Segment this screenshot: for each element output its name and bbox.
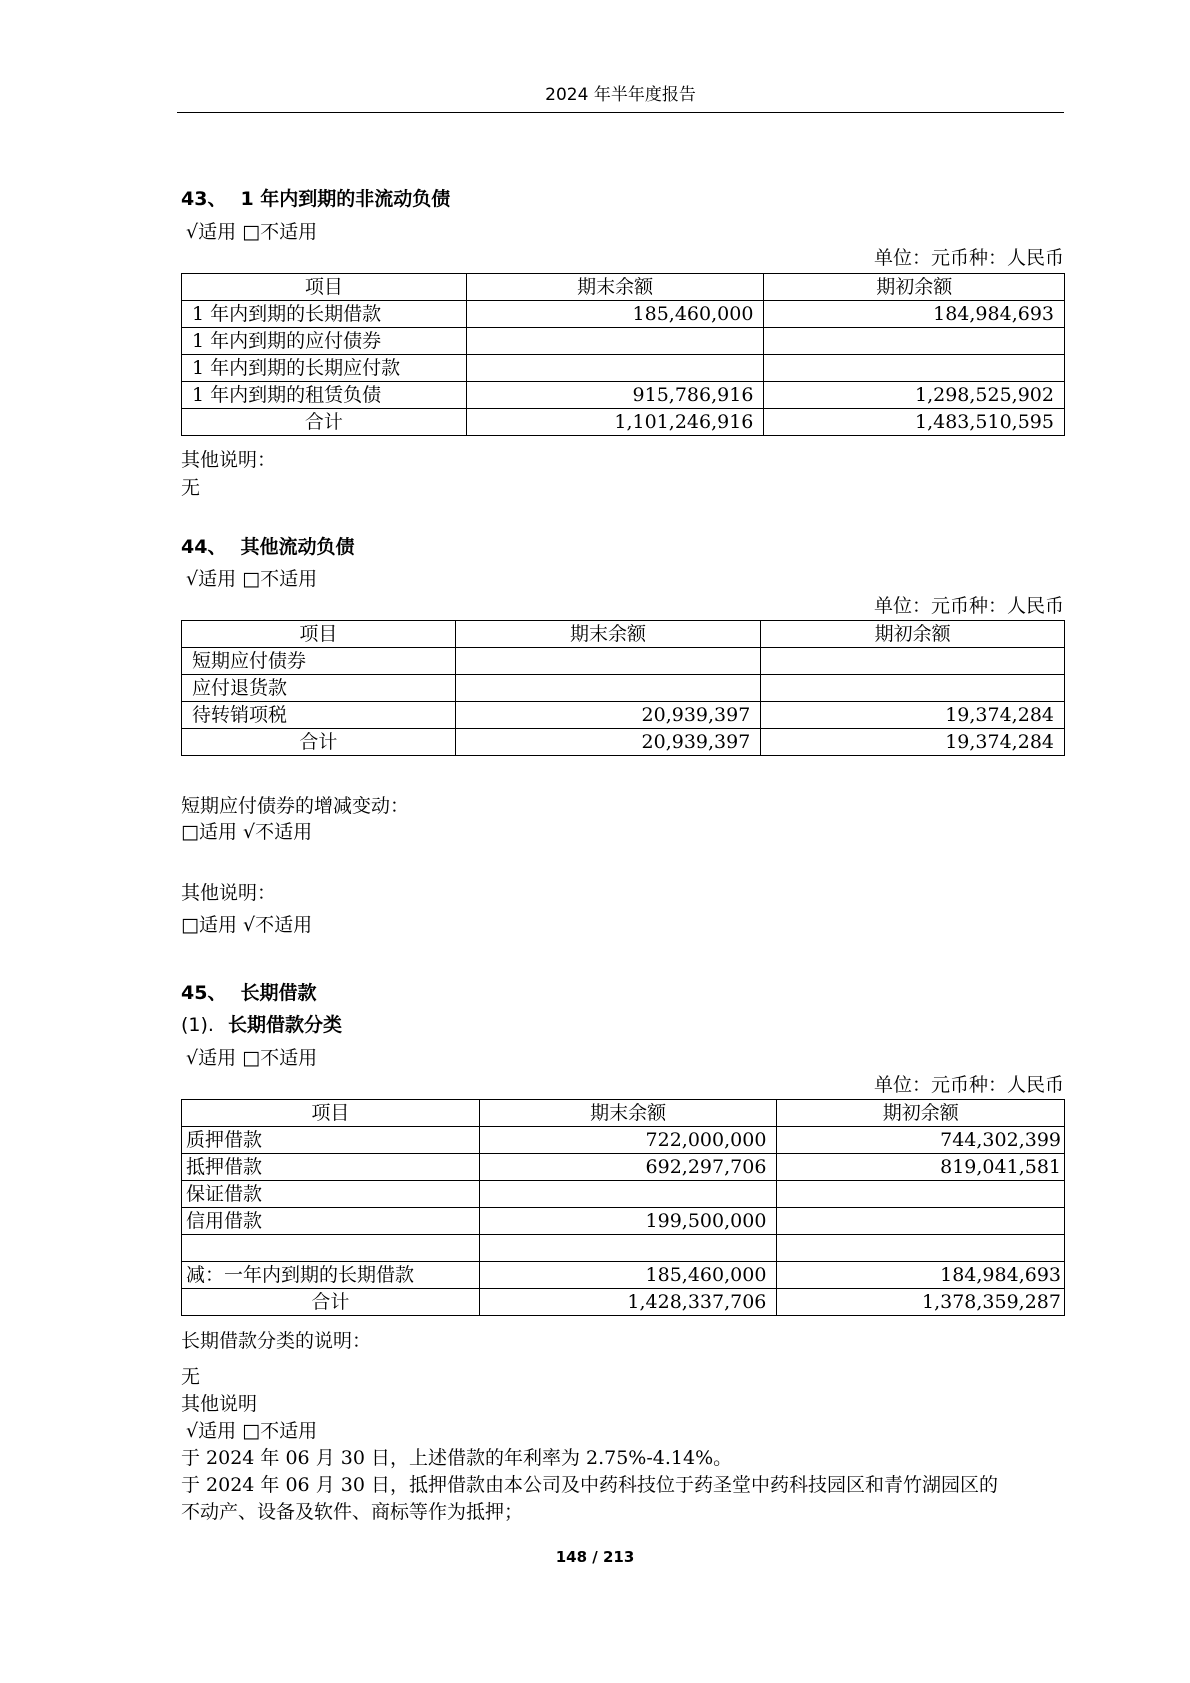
- column-header: 项目: [182, 274, 467, 301]
- page-number: 148 / 213: [555, 1548, 635, 1566]
- section-43-heading: [181, 186, 450, 212]
- table-45: [181, 1099, 1065, 1316]
- table-row: [182, 382, 1065, 409]
- section-45-title: 长期借款: [240, 982, 317, 1004]
- section-43-unit: 单位：元币种：人民币: [873, 247, 1064, 269]
- table-row: [182, 301, 1065, 328]
- section-44-heading: [181, 534, 354, 560]
- column-header: 期初余额: [764, 274, 1065, 301]
- section-45-note-collateral-line1: 于 2024 年 06 月 30 日，抵押借款由本公司及中药科技位于药圣堂中药科技园区和青竹湖园区的: [181, 1474, 998, 1496]
- table-header-row: [182, 621, 1065, 648]
- cell-value: [455, 675, 761, 702]
- cell-value: 20,939,397: [455, 729, 761, 756]
- section-45-unit: 单位：元币种：人民币: [873, 1074, 1064, 1096]
- section-43-applicable: √适用 □不适用: [186, 221, 318, 243]
- row-label: 应付退货款: [182, 675, 456, 702]
- table-row: [182, 1181, 1065, 1208]
- cell-value: [777, 1235, 1065, 1262]
- table-row: [182, 675, 1065, 702]
- table-row: [182, 328, 1065, 355]
- row-label: 合计: [182, 729, 456, 756]
- table-row: [182, 648, 1065, 675]
- section-45-number: 45、: [181, 982, 227, 1004]
- cell-value: [479, 1235, 777, 1262]
- section-44-applicable: √适用 □不适用: [186, 568, 318, 590]
- row-label: 信用借款: [182, 1208, 480, 1235]
- column-header: 期初余额: [761, 621, 1065, 648]
- cell-value: 185,460,000: [479, 1262, 777, 1289]
- section-45-heading: [181, 980, 316, 1006]
- table-row: [182, 702, 1065, 729]
- section-45-desc-text: 无: [181, 1366, 201, 1388]
- column-header: 项目: [182, 621, 456, 648]
- cell-value: 1,378,359,287: [777, 1289, 1065, 1316]
- cell-value: [777, 1208, 1065, 1235]
- row-label: [182, 1235, 480, 1262]
- cell-value: [761, 675, 1065, 702]
- row-label: 1 年内到期的租赁负债: [182, 382, 467, 409]
- table-total-row: [182, 729, 1065, 756]
- section-44-title: 其他流动负债: [240, 536, 355, 558]
- section-45-note-rate: 于 2024 年 06 月 30 日，上述借款的年利率为 2.75%-4.14%。: [181, 1447, 733, 1469]
- cell-value: [479, 1181, 777, 1208]
- table-total-row: [182, 1289, 1065, 1316]
- cell-value: [455, 648, 761, 675]
- row-label: 1 年内到期的长期借款: [182, 301, 467, 328]
- table-row: [182, 1154, 1065, 1181]
- row-label: 质押借款: [182, 1127, 480, 1154]
- section-45-sub-title: 长期借款分类: [227, 1014, 342, 1036]
- section-44-other-applicable: □适用 √不适用: [181, 914, 313, 936]
- table-row: [182, 1127, 1065, 1154]
- cell-value: 722,000,000: [479, 1127, 777, 1154]
- row-label: 1 年内到期的应付债券: [182, 328, 467, 355]
- section-45-applicable: √适用 □不适用: [186, 1047, 318, 1069]
- page-header: 2024 年半年度报告: [177, 84, 1064, 113]
- section-44-unit: 单位：元币种：人民币: [873, 595, 1064, 617]
- cell-value: [466, 355, 764, 382]
- row-label: 短期应付债券: [182, 648, 456, 675]
- cell-value: 19,374,284: [761, 702, 1065, 729]
- column-header: 期末余额: [479, 1100, 777, 1127]
- table-header-row: [182, 1100, 1065, 1127]
- table-row: [182, 1235, 1065, 1262]
- column-header: 期初余额: [777, 1100, 1065, 1127]
- cell-value: 19,374,284: [761, 729, 1065, 756]
- cell-value: [764, 328, 1065, 355]
- table-row: [182, 1208, 1065, 1235]
- cell-value: 744,302,399: [777, 1127, 1065, 1154]
- cell-value: 185,460,000: [466, 301, 764, 328]
- cell-value: 1,483,510,595: [764, 409, 1065, 436]
- cell-value: [761, 648, 1065, 675]
- section-43-other-label: 其他说明：: [181, 449, 277, 471]
- column-header: 期末余额: [455, 621, 761, 648]
- section-45-note-collateral-line2: 不动产、设备及软件、商标等作为抵押；: [181, 1501, 524, 1523]
- cell-value: [764, 355, 1065, 382]
- row-label: 合计: [182, 1289, 480, 1316]
- table-row: [182, 355, 1065, 382]
- row-label: 合计: [182, 409, 467, 436]
- table-43: [181, 273, 1065, 436]
- cell-value: 1,101,246,916: [466, 409, 764, 436]
- section-45-subheading: [181, 1012, 342, 1038]
- table-total-row: [182, 409, 1065, 436]
- cell-value: 199,500,000: [479, 1208, 777, 1235]
- section-44-change-applicable: □适用 √不适用: [181, 821, 313, 843]
- cell-value: 692,297,706: [479, 1154, 777, 1181]
- section-45-sub-number: (1).: [181, 1014, 214, 1036]
- section-43-number: 43、: [181, 188, 227, 210]
- section-45-other-label: 其他说明: [181, 1393, 258, 1415]
- section-44-change-label: 短期应付债券的增减变动：: [181, 795, 410, 817]
- column-header: 期末余额: [466, 274, 764, 301]
- cell-value: 1,298,525,902: [764, 382, 1065, 409]
- row-label: 待转销项税: [182, 702, 456, 729]
- cell-value: 184,984,693: [777, 1262, 1065, 1289]
- row-label: 减：一年内到期的长期借款: [182, 1262, 480, 1289]
- section-44-other-label: 其他说明：: [181, 882, 277, 904]
- cell-value: [466, 328, 764, 355]
- row-label: 保证借款: [182, 1181, 480, 1208]
- row-label: 1 年内到期的长期应付款: [182, 355, 467, 382]
- cell-value: 184,984,693: [764, 301, 1065, 328]
- section-45-other-applicable: √适用 □不适用: [186, 1420, 318, 1442]
- section-44-number: 44、: [181, 536, 227, 558]
- row-label: 抵押借款: [182, 1154, 480, 1181]
- cell-value: 20,939,397: [455, 702, 761, 729]
- table-row: [182, 1262, 1065, 1289]
- section-43-title: 1 年内到期的非流动负债: [240, 188, 451, 210]
- section-43-other-text: 无: [181, 477, 201, 499]
- cell-value: 1,428,337,706: [479, 1289, 777, 1316]
- cell-value: 915,786,916: [466, 382, 764, 409]
- cell-value: [777, 1181, 1065, 1208]
- column-header: 项目: [182, 1100, 480, 1127]
- cell-value: 819,041,581: [777, 1154, 1065, 1181]
- table-header-row: [182, 274, 1065, 301]
- table-44: [181, 620, 1065, 756]
- section-45-desc-label: 长期借款分类的说明：: [181, 1330, 372, 1352]
